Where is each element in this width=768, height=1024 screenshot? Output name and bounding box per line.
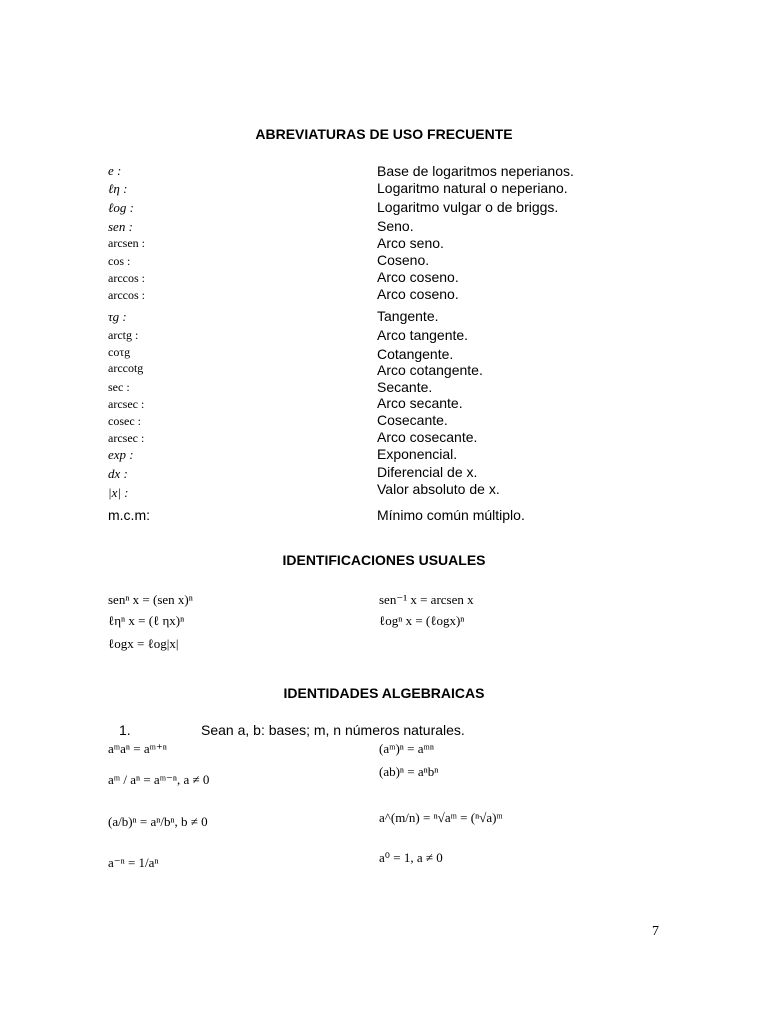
abbr-term: ℓog :: [108, 200, 134, 215]
identifications-heading: IDENTIFICACIONES USUALES: [282, 552, 486, 568]
identity-formula: sen⁻¹ x = arcsen x: [379, 592, 474, 607]
identity-formula: senⁿ x = (sen x)ⁿ: [108, 592, 193, 607]
identity-formula: a⁻ⁿ = 1/aⁿ: [108, 855, 159, 870]
abbr-term: e :: [108, 163, 122, 178]
abbr-desc: Seno.: [377, 218, 414, 234]
abbr-term: sec :: [108, 380, 130, 394]
abbr-term: τg :: [108, 309, 127, 324]
abbr-desc: Base de logaritmos neperianos.: [377, 163, 574, 179]
abbr-desc: Valor absoluto de x.: [377, 481, 500, 497]
identity-formula: aᵐ / aⁿ = aᵐ⁻ⁿ, a ≠ 0: [108, 772, 210, 787]
abbr-term: arcsen :: [108, 236, 145, 250]
identity-formula: ℓogx = ℓog|x|: [108, 636, 179, 651]
abbr-desc: Secante.: [377, 379, 433, 395]
abbr-desc: Arco tangente.: [377, 327, 469, 343]
abbr-desc: Logaritmo natural o neperiano.: [377, 180, 568, 196]
abbr-desc: Arco cosecante.: [377, 429, 478, 445]
abbr-term: arccotg: [108, 361, 144, 375]
abbr-term: arccos :: [108, 288, 145, 302]
abbr-desc: Arco seno.: [377, 235, 444, 251]
identity-formula: (a/b)ⁿ = aⁿ/bⁿ, b ≠ 0: [108, 814, 208, 829]
abbr-term: dx :: [108, 466, 128, 481]
identity-formula: ℓηⁿ x = (ℓ ηx)ⁿ: [108, 613, 185, 628]
list-item-number: 1.: [119, 722, 131, 738]
identities-heading: IDENTIDADES ALGEBRAICAS: [283, 685, 485, 701]
abbr-term: sen :: [108, 219, 133, 234]
abbr-term: cos :: [108, 254, 131, 268]
list-item-text: Sean a, b: bases; m, n números naturales.: [201, 722, 465, 738]
abbr-desc: Exponencial.: [377, 446, 458, 462]
abbr-desc: Coseno.: [377, 252, 430, 268]
abbreviations-heading: ABREVIATURAS DE USO FRECUENTE: [255, 126, 513, 142]
abbr-term: coτg: [108, 345, 131, 359]
abbr-term: arcsec :: [108, 431, 145, 445]
page-number: 7: [652, 924, 659, 939]
abbr-term: m.c.m:: [108, 507, 150, 523]
identity-formula: ℓogⁿ x = (ℓogx)ⁿ: [379, 613, 465, 628]
abbr-term: arcsec :: [108, 397, 145, 411]
abbr-desc: Diferencial de x.: [377, 464, 478, 480]
abbr-desc: Cotangente.: [377, 346, 454, 362]
abbr-desc: Cosecante.: [377, 412, 448, 428]
abbr-term: ℓη :: [108, 181, 128, 196]
abbr-term: |x| :: [108, 485, 129, 500]
abbr-desc: Tangente.: [377, 308, 439, 324]
identity-formula: (ab)ⁿ = aⁿbⁿ: [379, 764, 439, 779]
abbr-term: arctg :: [108, 328, 139, 342]
abbr-term: exp :: [108, 447, 134, 462]
abbr-desc: Arco cotangente.: [377, 362, 483, 378]
identity-formula: (aᵐ)ⁿ = aᵐⁿ: [379, 741, 434, 756]
abbr-desc: Arco coseno.: [377, 269, 459, 285]
identity-formula: aᵐaⁿ = aᵐ⁺ⁿ: [108, 741, 167, 756]
abbr-desc: Mínimo común múltiplo.: [377, 507, 525, 523]
abbr-term: arccos :: [108, 271, 145, 285]
identity-formula: a⁰ = 1, a ≠ 0: [379, 850, 443, 865]
abbr-desc: Arco coseno.: [377, 286, 459, 302]
abbr-term: cosec :: [108, 414, 141, 428]
abbr-desc: Logaritmo vulgar o de briggs.: [377, 199, 559, 215]
identity-formula: a^(m/n) = ⁿ√aᵐ = (ⁿ√a)ᵐ: [379, 810, 503, 825]
abbr-desc: Arco secante.: [377, 395, 463, 411]
